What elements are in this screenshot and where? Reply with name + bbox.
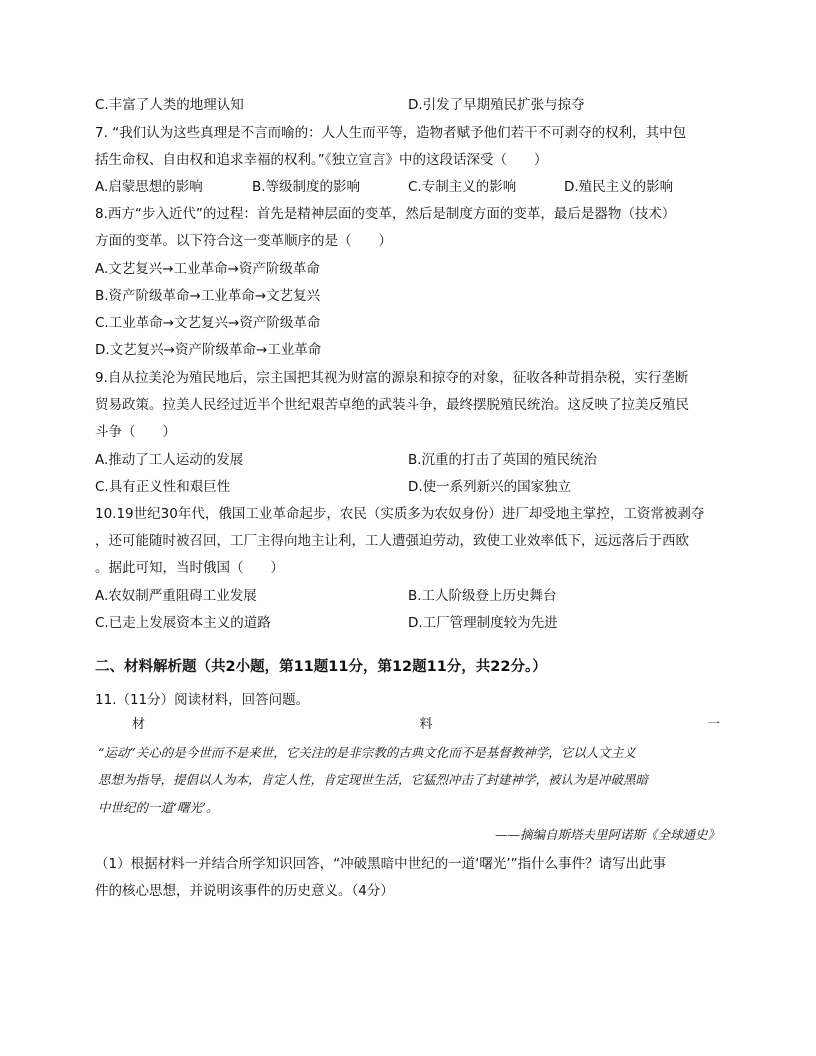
q8-option-d: D.文艺复兴→资产阶级革命→工业革命 [95, 342, 322, 358]
q8-stem-line2: 方面的变革。以下符合这一变革顺序的是（ ） [95, 233, 392, 249]
q11-stem: 11.（11分）阅读材料，回答问题。 [95, 692, 310, 708]
q10-option-b: B.工人阶级登上历史舞台 [408, 588, 557, 604]
q7-option-d: D.殖民主义的影响 [564, 179, 674, 195]
q9-stem-line3: 斗争（ ） [95, 424, 176, 440]
material-source: ——摘编自斯塔夫里阿诺斯《全球通史》 [494, 827, 720, 842]
q9-option-d: D.使一系列新兴的国家独立 [408, 479, 572, 495]
q8-stem-line1: 8.西方“步入近代”的过程：首先是精神层面的变革，然后是制度方面的变革，最后是器物（技术） [95, 206, 676, 222]
material-heading [132, 716, 720, 734]
q10-stem-line2: ，还可能随时被召回，工厂主得向地主让利，工人遭强迫劳动，致使工业效率低下，远远落后于西欧 [95, 533, 689, 549]
q11-sub1-line2: 件的核心思想，并说明该事件的历史意义。（4分） [95, 883, 394, 899]
material-text-line3: 中世纪的一道‘曙光’。 [98, 800, 219, 815]
q9-stem-line2: 贸易政策。拉美人民经过近半个世纪艰苦卓绝的武装斗争，最终摆脱殖民统治。这反映了拉美反殖民 [95, 397, 689, 413]
q6-option-c: C.丰富了人类的地理认知 [95, 97, 244, 113]
q7-option-b: B.等级制度的影响 [252, 179, 361, 195]
q10-stem-line3: 。据此可知，当时俄国（ ） [95, 560, 284, 576]
section-heading: 二、材料解析题（共2小题，第11题11分，第12题11分，共22分。） [95, 659, 547, 675]
q9-option-c: C.具有正义性和艰巨性 [95, 479, 231, 495]
material-heading-char-1: 材 [132, 717, 146, 732]
q8-option-c: C.工业革命→文艺复兴→资产阶级革命 [95, 315, 321, 331]
q10-option-c: C.已走上发展资本主义的道路 [95, 615, 271, 631]
q8-option-a: A.文艺复兴→工业革命→资产阶级革命 [95, 261, 320, 277]
q8-option-b: B.资产阶级革命→工业革命→文艺复兴 [95, 288, 321, 304]
material-heading-char-3: 一 [706, 717, 720, 732]
q7-option-a: A.启蒙思想的影响 [95, 179, 203, 195]
q10-option-a: A.农奴制严重阻碍工业发展 [95, 588, 257, 604]
q11-sub1-line1: （1）根据材料一并结合所学知识回答，“冲破黑暗中世纪的一道‘曙光’”指什么事件？请写出此事 [95, 856, 667, 872]
material-text-line1: “运动”关心的是今世而不是来世，它关注的是非宗教的古典文化而不是基督教神学，它以人文主义 [98, 745, 636, 760]
q7-option-c: C.专制主义的影响 [408, 179, 517, 195]
q7-stem-line2: 括生命权、自由权和追求幸福的权利。”《独立宣言》中的这段话深受（ ） [95, 152, 548, 168]
material-text-line2: 思想为指导，提倡以人为本，肯定人性，肯定现世生活，它猛烈冲击了封建神学，被认为是冲破黑暗 [98, 772, 649, 787]
q10-option-d: D.工厂管理制度较为先进 [408, 615, 558, 631]
q6-option-d: D.引发了早期殖民扩张与掠夺 [408, 97, 585, 113]
q9-option-b: B.沉重的打击了英国的殖民统治 [408, 452, 598, 468]
material-heading-char-2: 料 [419, 717, 433, 732]
q7-stem-line1: 7. “我们认为这些真理是不言而喻的：人人生而平等，造物者赋予他们若干不可剥夺的权利，其中包 [95, 125, 687, 141]
q10-stem-line1: 10.19世纪30年代，俄国工业革命起步，农民（实质多为农奴身份）进厂却受地主掌控，工资常被剥夺 [95, 506, 705, 522]
q9-option-a: A.推动了工人运动的发展 [95, 452, 244, 468]
q9-stem-line1: 9.自从拉美沦为殖民地后，宗主国把其视为财富的源泉和掠夺的对象，征收各种苛捐杂税，实行垄断 [95, 370, 689, 386]
